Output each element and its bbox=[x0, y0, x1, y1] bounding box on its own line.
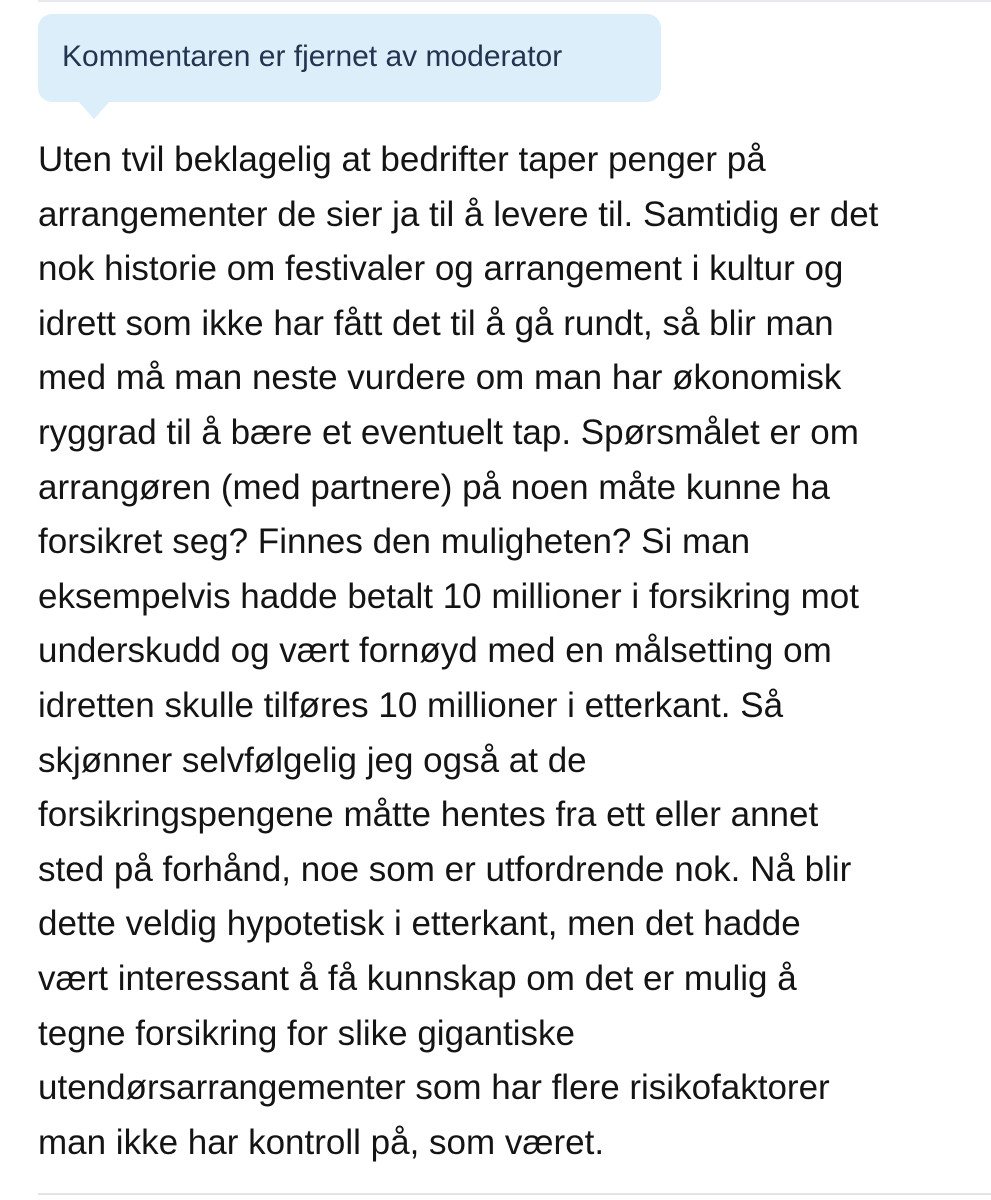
bottom-divider bbox=[38, 1193, 991, 1195]
comment-text-line: eksempelvis hadde betalt 10 millioner i forsikring mot bbox=[38, 576, 859, 616]
comment-text-line: underskudd og vært fornøyd med en målsetting om bbox=[38, 631, 832, 671]
comment-text-line: arrangementer de sier ja til å levere til. Samtidig er det bbox=[38, 194, 879, 234]
moderation-notice-text: Kommentaren er fjernet av moderator bbox=[62, 40, 563, 73]
comment-text-line: forsikringspengene måtte hentes fra ett eller annet bbox=[38, 795, 819, 835]
comment-text-line: dette veldig hypotetisk i etterkant, men det hadde bbox=[38, 904, 801, 944]
speech-bubble-tail bbox=[78, 101, 110, 119]
top-divider bbox=[38, 0, 991, 2]
moderation-notice-bubble bbox=[38, 14, 661, 102]
comment-text-line: idrett som ikke har fått det til å gå rundt, så blir man bbox=[38, 303, 834, 343]
comment-text-line: nok historie om festivaler og arrangement i kultur og bbox=[38, 249, 844, 289]
comment-text-line: skjønner selvfølgelig jeg også at de bbox=[38, 740, 587, 780]
comment-text-line: tegne forsikring for slike gigantiske bbox=[38, 1013, 575, 1053]
comment-text-line: utendørsarrangementer som har flere risikofaktorer bbox=[38, 1068, 830, 1108]
comment-text-line: arrangøren (med partnere) på noen måte kunne ha bbox=[38, 467, 830, 507]
comment-text-line: sted på forhånd, noe som er utfordrende nok. Nå blir bbox=[38, 849, 852, 889]
comment-text-line: forsikret seg? Finnes den muligheten? Si man bbox=[38, 522, 751, 562]
comment-text-line: man ikke har kontroll på, som været. bbox=[38, 1122, 605, 1162]
comment-text-line: Uten tvil beklagelig at bedrifter taper penger på bbox=[38, 140, 766, 179]
comment-text-line: ryggrad til å bære et eventuelt tap. Spørsmålet er om bbox=[38, 412, 859, 452]
comment-text-line: med må man neste vurdere om man har økonomisk bbox=[38, 358, 842, 398]
comment-text-line: idretten skulle tilføres 10 millioner i etterkant. Så bbox=[38, 685, 784, 725]
reply-comment-body bbox=[38, 133, 968, 1170]
comment-text-line: vært interessant å få kunnskap om det er mulig å bbox=[38, 958, 797, 998]
